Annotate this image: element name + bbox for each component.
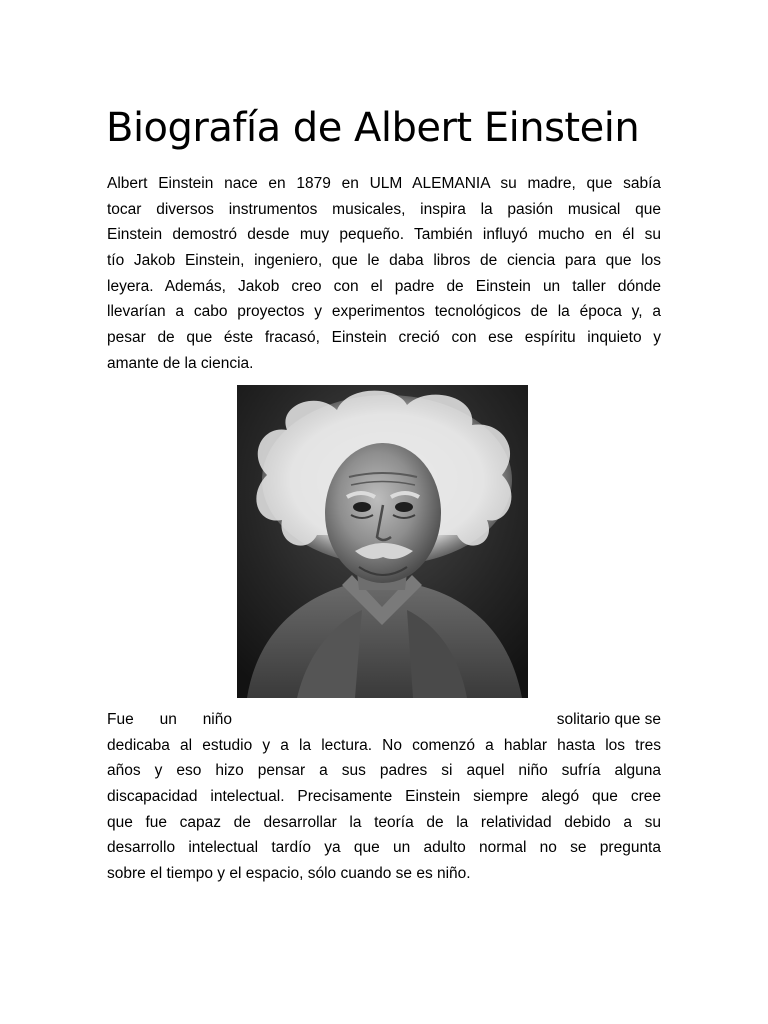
first-line-words bbox=[107, 707, 232, 733]
paragraph-line: amante de la ciencia. bbox=[107, 354, 254, 372]
portrait-photo-icon bbox=[237, 385, 528, 698]
paragraph-line: sobre el tiempo y el espacio, sólo cuando se es niño. bbox=[107, 865, 471, 883]
paragraph-line: llevarían a cabo proyectos y experimentos tecnológicos de la época y, a bbox=[107, 303, 661, 321]
word: Fue bbox=[107, 711, 134, 728]
paragraph-line: años y eso hizo pensar a sus padres si aquel niño sufría alguna bbox=[107, 762, 661, 780]
page-title: Biografía de Albert Einstein bbox=[106, 105, 640, 151]
paragraph-childhood bbox=[107, 707, 661, 887]
paragraph-line: tocar diversos instrumentos musicales, inspira la pasión musical que bbox=[107, 200, 661, 218]
paragraph-line: leyera. Además, Jakob creo con el padre de Einstein un taller dónde bbox=[107, 277, 661, 295]
paragraph-line: desarrollo intelectual tardío ya que un adulto normal no se pregunta bbox=[107, 839, 661, 857]
einstein-portrait bbox=[237, 385, 528, 698]
paragraph-line-split bbox=[107, 707, 661, 733]
word: niño bbox=[202, 711, 232, 728]
paragraph-line: discapacidad intelectual. Precisamente Einstein siempre alegó que cree bbox=[107, 788, 661, 806]
paragraph-line: pesar de que éste fracasó, Einstein creció con ese espíritu inquieto y bbox=[107, 329, 661, 347]
paragraph-line: dedicaba al estudio y a la lectura. No comenzó a hablar hasta los tres bbox=[107, 736, 661, 754]
paragraph-intro bbox=[107, 171, 661, 377]
paragraph-line: tío Jakob Einstein, ingeniero, que le daba libros de ciencia para que los bbox=[107, 252, 661, 270]
word: un bbox=[159, 711, 177, 728]
first-line-tail: solitario que se bbox=[556, 711, 661, 728]
paragraph-line: que fue capaz de desarrollar la teoría de la relatividad debido a su bbox=[107, 813, 661, 831]
paragraph-line: Albert Einstein nace en 1879 en ULM ALEMANIA su madre, que sabía bbox=[107, 175, 661, 192]
paragraph-line: Einstein demostró desde muy pequeño. También influyó mucho en él su bbox=[107, 226, 661, 244]
